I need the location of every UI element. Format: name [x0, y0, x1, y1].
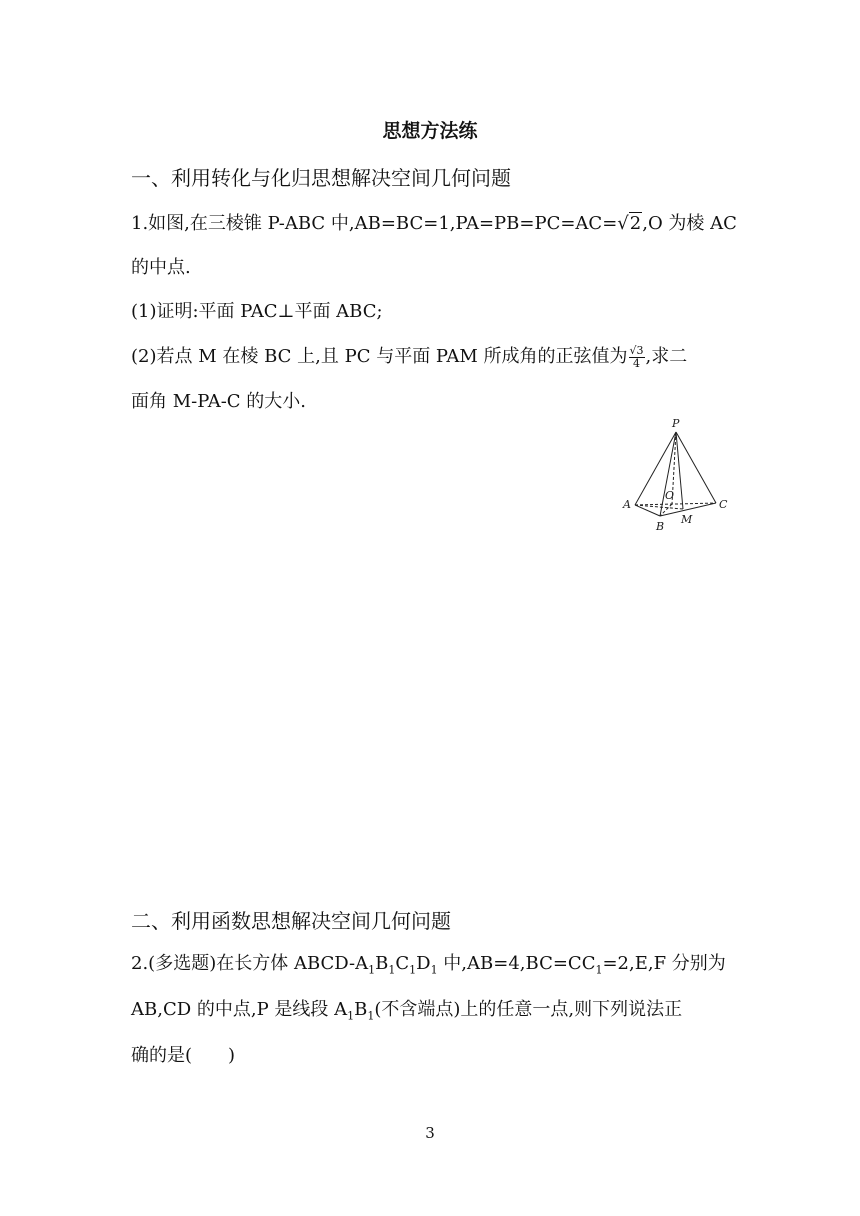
sqrt-2: √2: [617, 213, 642, 234]
question-1-part-2-line-2: 面角 M-PA-C 的大小.: [131, 391, 306, 412]
section-heading-2: 二、利用函数思想解决空间几何问题: [131, 909, 451, 933]
question-1-line-1: 1.如图,在三棱锥 P-ABC 中,AB=BC=1,PA=PB=PC=AC=√2,O 为棱 AC: [131, 213, 737, 234]
label-B: B: [656, 520, 665, 533]
section-heading-1: 一、利用转化与化归思想解决空间几何问题: [131, 166, 511, 190]
question-1-line-2: 的中点.: [131, 257, 191, 278]
page-title: 思想方法练: [382, 120, 478, 142]
question-2-line-2: AB,CD 的中点,P 是线段 $A_1B_1$(不含端点)上的任意一点,则下列说法正: [131, 999, 683, 1023]
question-1-part-2: (2)若点 M 在棱 BC 上,且 PC 与平面 PAM 所成角的正弦值为 $\frac{√3}{4}$ ,求二: [131, 343, 688, 370]
label-A: A: [623, 498, 631, 511]
question-2-line-3: 确的是( ): [131, 1045, 236, 1066]
label-C: C: [719, 498, 728, 511]
pyramid-figure: [615, 413, 755, 538]
edge-AC: [635, 503, 716, 505]
question-1-part-1: (1)证明:平面 PAC⊥平面 ABC;: [131, 301, 383, 322]
label-M: M: [681, 513, 693, 526]
label-O: O: [665, 489, 675, 502]
page-number: 3: [425, 1124, 435, 1142]
fraction-sqrt3-over-4: $\frac{√3}{4}$: [629, 343, 644, 370]
label-P: P: [672, 417, 680, 430]
question-2-line-1: 2.(多选题)在长方体 ABCD-$A_1B_1C_1D_1$ 中$,AB=4,BC=CC_1=2,E,F$ 分别为: [131, 953, 726, 977]
edge-PC: [676, 432, 716, 503]
